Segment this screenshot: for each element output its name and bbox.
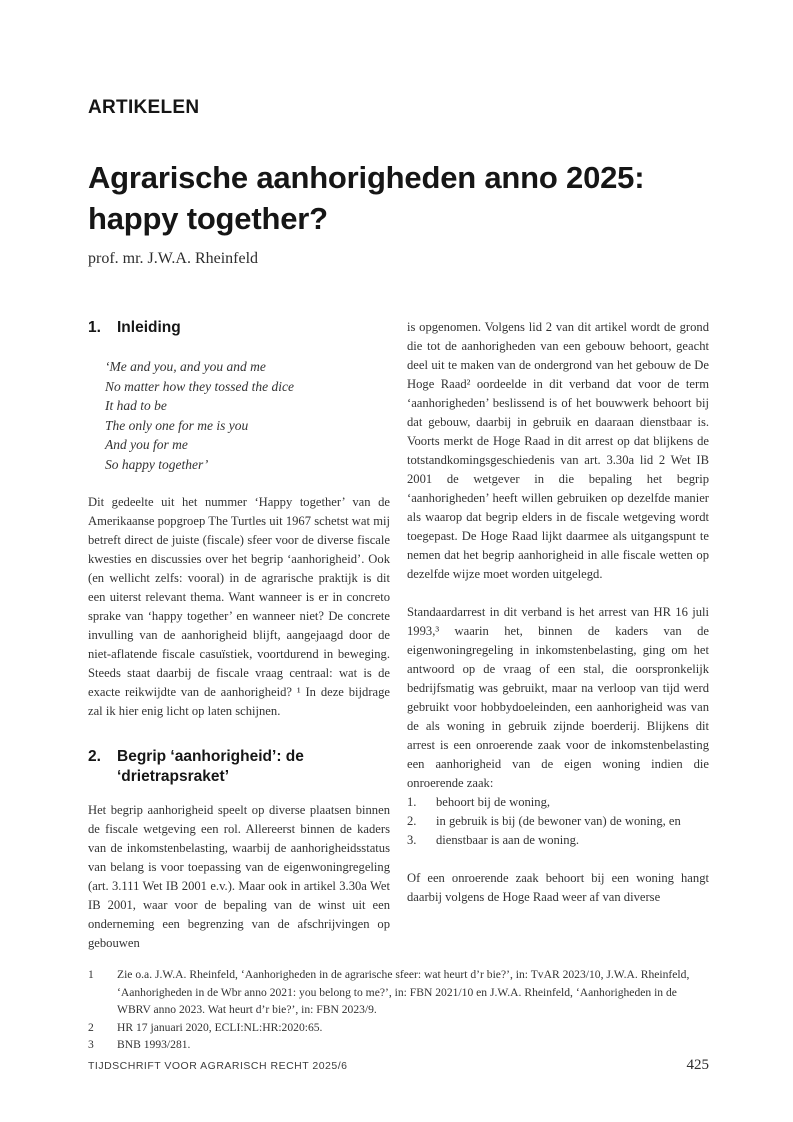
numbered-list-item: [407, 812, 709, 831]
body-paragraph: Dit gedeelte uit het nummer ‘Happy together’ van de Amerikaanse popgroep The Turtles uit 1967 schetst wat mij betreft direct de juiste (fiscale) sfeer voor de diverse fiscale kwesties en discussies over het begrip ‘aanhorigheid’. Ook (en wellicht zelfs: vooral) in de agrarische praktijk is dit een uiterst relevant thema. Want wanneer is er in concreto sprake van ‘happy together’ en wanneer niet? De concrete invulling van de aanhorigheid blijft, aangejaagd door de niet-aflatende fiscale casuïstiek, voortdurend in beweging. Steeds staat daarbij de fiscale vraag centraal: wat is de exacte reikwijdte van de aanhorigheid? ¹ In deze bijdrage zal ik hier enig licht op laten schijnen.: [88, 495, 390, 718]
article-title: [88, 157, 644, 239]
section-title: Inleiding: [117, 319, 181, 336]
quote-line: The only one for me is you: [105, 417, 249, 433]
article-body-columns: [88, 318, 709, 966]
body-paragraph: is opgenomen. Volgens lid 2 van dit artikel wordt de grond die tot de aanhorigheden van een gebouw behoort, geacht deel uit te maken van de ondergrond van het gebouw de De Hoge Raad² oordeelde in dit verband dat voor de term ‘aanhorigheden’ beslissend is of het bouwwerk behoort bij dat gebouw, daarbij in gebruik en daaraan dienstbaar is. Voorts merkt de Hoge Raad in dit arrest op dat blijkens de totstandkomingsgeschiedenis van art. 3.30a lid 2 Wet IB 2001 de wetgever in die bepaling het begrip ‘aanhorigheden’ heeft willen gebruiken op dezelfde manier als waarop dat begrip elders in de fiscale wetgeving wordt toegepast. De Hoge Raad lijkt daarmee als uitgangspunt te nemen dat het begrip aanhorigheid in alle fiscale wetten op dezelfde wijze moet worden uitgelegd.: [407, 320, 709, 581]
body-paragraph: Standaardarrest in dit verband is het arrest van HR 16 juli 1993,³ waarin het, binnen de kaders van de eigenwoningregeling in inkomstenbelasting, ging om het antwoord op de vraag of een stal, die oorspronkelijk bedrijfsmatig was gebruikt, maar na verloop van tijd werd gebruikt voor hobbydoeleinden, een aanhorigheid was van de als woning in gebruik zijnde boerderij. Blijkens dit arrest is een onroerende zaak voor de inkomstenbelasting een aanhorigheid van de eigen woning indien die onroerende zaak:: [407, 605, 709, 790]
footnote-text: HR 17 januari 2020, ECLI:NL:HR:2020:65.: [117, 1020, 323, 1034]
footnote-text: Zie o.a. J.W.A. Rheinfeld, ‘Aanhorigheden in de agrarische sfeer: wat heurt d’r bie?’, in: TvAR 2023/10, J.W.A. Rheinfeld, ‘Aanhorigheden in de Wbr anno 2021: you belong to me?’, in: FBN 2021/10 en J.W.A. Rheinfeld, ‘Aanhorigheden in de WBRV anno 2023. Wat heurt d’r bie?’, in: FBN 2023/9.: [117, 968, 690, 1016]
section-number: 1.: [88, 319, 101, 336]
quote-line: So happy together’: [105, 456, 209, 472]
paragraph-spacer: [407, 850, 709, 869]
section-title: Begrip ‘aanhorigheid’: de ‘drietrapsraket’: [117, 748, 304, 785]
article-title-line1: Agrarische aanhorigheden anno 2025:: [88, 160, 645, 195]
quote-line: And you for me: [105, 437, 188, 452]
section-kicker: ARTIKELEN: [88, 97, 200, 118]
page-footer: [88, 1057, 709, 1074]
left-column: [88, 318, 390, 966]
footnote: [88, 966, 710, 1019]
article-title-line2: happy together?: [88, 201, 328, 236]
paragraph-spacer: [407, 584, 709, 603]
list-item-number: 3.: [407, 833, 417, 847]
section-number: 2.: [88, 748, 101, 765]
section-2-heading: [88, 747, 390, 787]
footnote-text: BNB 1993/281.: [117, 1038, 191, 1051]
footnote: [88, 1036, 710, 1054]
footnotes-block: [88, 966, 710, 1054]
body-paragraph: Het begrip aanhorigheid speelt op diverse plaatsen binnen de fiscale wetgeving een rol. Allereerst binnen de kaders van de inkomstenbelasting, waarbij de aanhorigheidsstatus van belang is voor toepassing van de eigenwoningregeling (art. 3.111 Wet IB 2001 e.v.). Maar ook in artikel 3.30a Wet IB 2001, waar voor de bepaling van de winst uit een onderneming een begrenzing van de afschrijvingen op gebouwen: [88, 803, 390, 950]
quote-line: No matter how they tossed the dice: [105, 378, 294, 394]
quote-line: ‘Me and you, and you and me: [105, 359, 266, 374]
list-item-number: 1.: [407, 795, 417, 809]
numbered-list-item: [407, 793, 709, 812]
footnote: [88, 1019, 710, 1037]
list-item-number: 2.: [407, 814, 417, 828]
section-1-heading: [88, 318, 390, 338]
footnote-number: 3: [88, 1038, 94, 1051]
journal-name: TIJDSCHRIFT VOOR AGRARISCH RECHT 2025/6: [88, 1060, 348, 1072]
quote-line: It had to be: [105, 398, 167, 413]
numbered-list-item: [407, 831, 709, 850]
footnote-number: 2: [88, 1020, 94, 1034]
author-byline: prof. mr. J.W.A. Rheinfeld: [88, 250, 259, 267]
page-number: 425: [686, 1057, 709, 1073]
list-item-text: behoort bij de woning,: [436, 795, 551, 809]
list-item-text: dienstbaar is aan de woning.: [436, 833, 580, 847]
list-item-text: in gebruik is bij (de bewoner van) de woning, en: [436, 814, 681, 828]
footnote-number: 1: [88, 968, 94, 981]
criteria-list: [407, 793, 709, 850]
right-column: [407, 318, 709, 966]
lyrics-quote: [105, 357, 390, 474]
body-paragraph: Of een onroerende zaak behoort bij een woning hangt daarbij volgens de Hoge Raad weer af van diverse: [407, 871, 709, 904]
